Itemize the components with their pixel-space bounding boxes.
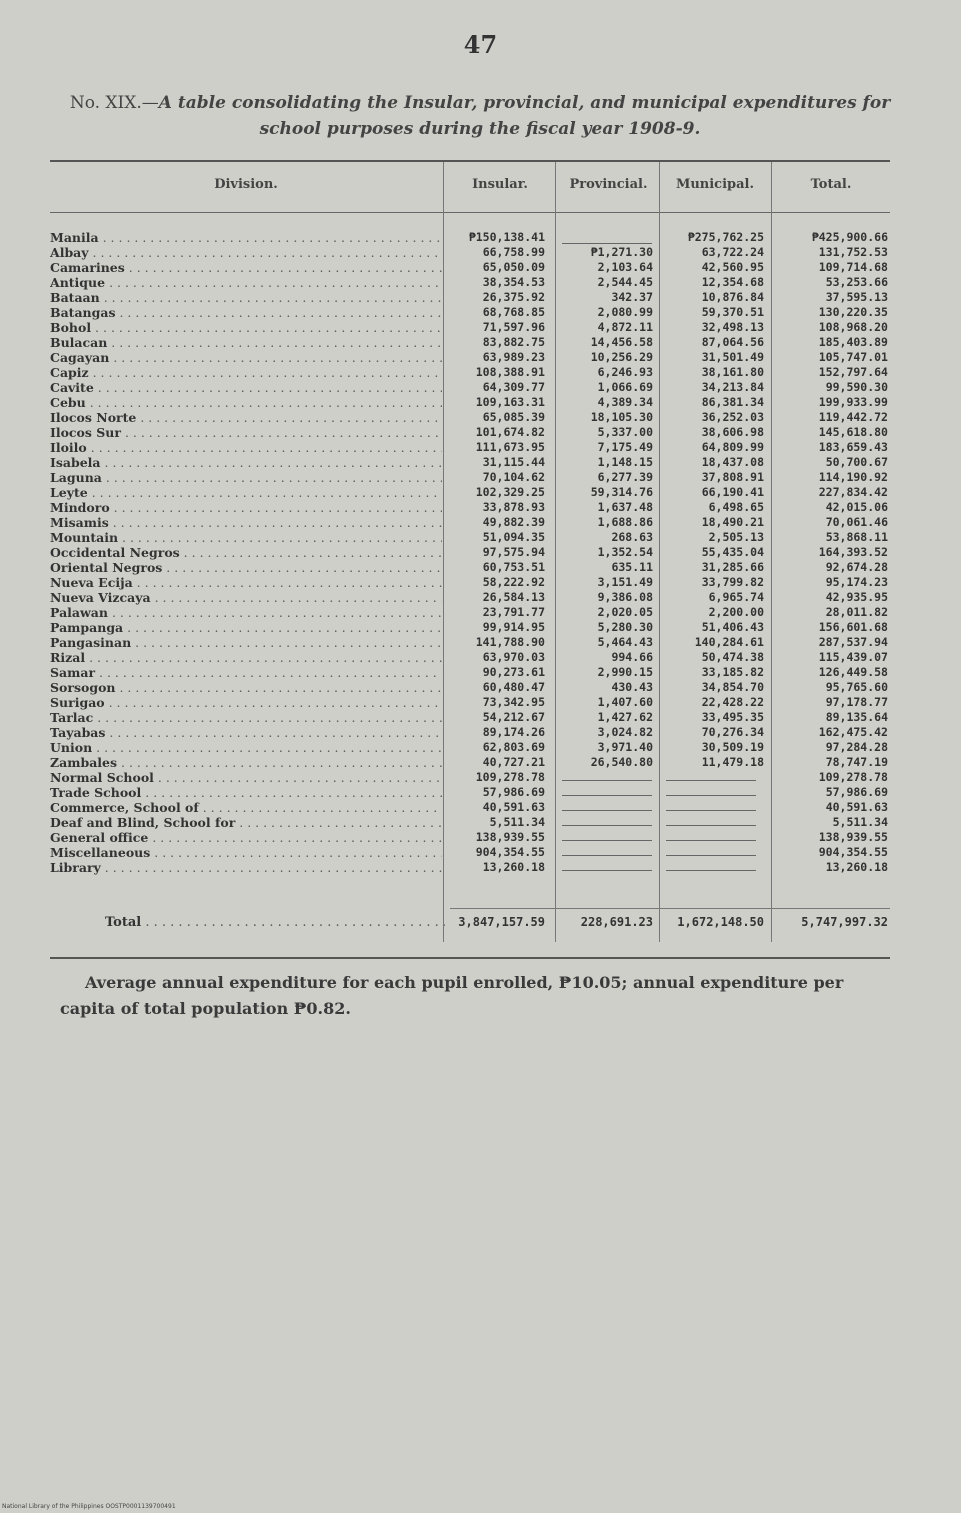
municipal-value: 51,406.43: [701, 620, 764, 634]
division-name: Ilocos Sur . . .: [50, 425, 442, 440]
provincial-value: 1,148.15: [597, 455, 653, 469]
municipal-value: 12,354.68: [701, 275, 764, 289]
division-name: Cagayan . . .: [50, 350, 442, 365]
empty-cell-rule: [666, 810, 756, 811]
total-value: 152,797.64: [818, 365, 888, 379]
division-name: Nueva Vizcaya . . .: [50, 590, 442, 605]
table-row: [50, 560, 890, 575]
municipal-value: 33,799.82: [701, 575, 764, 589]
insular-value: 73,342.95: [482, 695, 545, 709]
table-row: [50, 710, 890, 725]
municipal-value: ₱275,762.25: [687, 230, 764, 244]
division-name: Commerce, School of . . .: [50, 800, 442, 815]
library-stamp: National Library of the Philippines OOSTP0001139700491: [2, 1503, 176, 1510]
total-grand: 5,747,997.32: [801, 915, 888, 929]
table-row: [50, 575, 890, 590]
table-row: [50, 785, 890, 800]
insular-value: 90,273.61: [482, 665, 545, 679]
insular-value: 38,354.53: [482, 275, 545, 289]
insular-value: 101,674.82: [475, 425, 545, 439]
provincial-value: 994.66: [611, 650, 653, 664]
table-row: [50, 770, 890, 785]
provincial-value: 5,280.30: [597, 620, 653, 634]
total-value: 130,220.35: [818, 305, 888, 319]
table-row: [50, 740, 890, 755]
insular-value: 65,085.39: [482, 410, 545, 424]
empty-cell-rule: [666, 855, 756, 856]
total-value: 78,747.19: [825, 755, 888, 769]
caption-lead: No. XIX.—: [69, 93, 159, 113]
header-municipal: Municipal.: [675, 177, 755, 192]
provincial-value: 2,544.45: [597, 275, 653, 289]
table-row: [50, 680, 890, 695]
footnote: [60, 970, 900, 1022]
table-row: [50, 365, 890, 380]
municipal-value: 33,185.82: [701, 665, 764, 679]
provincial-value: 2,990.15: [597, 665, 653, 679]
insular-value: 99,914.95: [482, 620, 545, 634]
total-value: 109,278.78: [818, 770, 888, 784]
division-name: Pangasinan . . .: [50, 635, 442, 650]
municipal-value: 11,479.18: [701, 755, 764, 769]
table-row: [50, 395, 890, 410]
division-name: Surigao . . .: [50, 695, 442, 710]
division-name: Nueva Ecija . . .: [50, 575, 442, 590]
table-row: [50, 425, 890, 440]
insular-value: 13,260.18: [482, 860, 545, 874]
provincial-value: 1,407.60: [597, 695, 653, 709]
division-name: Deaf and Blind, School for . . .: [50, 815, 442, 830]
total-value: 42,935.95: [825, 590, 888, 604]
table-row: [50, 590, 890, 605]
table-row: [50, 305, 890, 320]
total-municipal: 1,672,148.50: [677, 915, 764, 929]
municipal-value: 34,213.84: [701, 380, 764, 394]
table-row: [50, 380, 890, 395]
total-value: 97,178.77: [825, 695, 888, 709]
insular-value: 108,388.91: [475, 365, 545, 379]
municipal-value: 38,161.80: [701, 365, 764, 379]
insular-value: 23,791.77: [482, 605, 545, 619]
empty-cell-rule: [562, 870, 652, 871]
total-value: 28,011.82: [825, 605, 888, 619]
total-value: 40,591.63: [825, 800, 888, 814]
total-value: 145,618.80: [818, 425, 888, 439]
provincial-value: 1,688.86: [597, 515, 653, 529]
total-value: 287,537.94: [818, 635, 888, 649]
provincial-value: 4,872.11: [597, 320, 653, 334]
total-value: 92,674.28: [825, 560, 888, 574]
insular-value: 26,584.13: [482, 590, 545, 604]
division-name: Palawan . . .: [50, 605, 442, 620]
division-name: Tayabas . . .: [50, 725, 442, 740]
insular-value: 109,278.78: [475, 770, 545, 784]
total-value: ₱425,900.66: [811, 230, 888, 244]
header-rule: [50, 212, 890, 213]
division-name: Camarines . . .: [50, 260, 442, 275]
division-name: Mountain . . .: [50, 530, 442, 545]
provincial-value: 1,427.62: [597, 710, 653, 724]
total-label: Total . . .: [105, 915, 445, 930]
total-value: 105,747.01: [818, 350, 888, 364]
division-name: Capiz . . .: [50, 365, 442, 380]
division-name: Rizal . . .: [50, 650, 442, 665]
table-row: [50, 605, 890, 620]
caption-title: A table consolidating the Insular, provincial, and municipal expenditures for school purposes during the fiscal year 1908-9.: [158, 93, 891, 139]
table-row: [50, 635, 890, 650]
empty-cell-rule: [666, 870, 756, 871]
provincial-value: 342.37: [611, 290, 653, 304]
municipal-value: 66,190.41: [701, 485, 764, 499]
insular-value: 26,375.92: [482, 290, 545, 304]
division-name: Oriental Negros . . .: [50, 560, 442, 575]
table-row: [50, 860, 890, 875]
division-name: Antique . . .: [50, 275, 442, 290]
total-row: [50, 915, 890, 935]
total-value: 53,253.66: [825, 275, 888, 289]
table-row: [50, 275, 890, 290]
division-name: Normal School . . .: [50, 770, 442, 785]
municipal-value: 18,490.21: [701, 515, 764, 529]
empty-cell-rule: [562, 243, 652, 244]
table-row: [50, 245, 890, 260]
municipal-value: 34,854.70: [701, 680, 764, 694]
municipal-value: 18,437.08: [701, 455, 764, 469]
insular-value: 70,104.62: [482, 470, 545, 484]
header-provincial: Provincial.: [569, 177, 648, 192]
provincial-value: 14,456.58: [590, 335, 653, 349]
table-row: [50, 695, 890, 710]
division-name: Sorsogon . . .: [50, 680, 442, 695]
total-value: 95,765.60: [825, 680, 888, 694]
insular-value: 31,115.44: [482, 455, 545, 469]
municipal-value: 38,606.98: [701, 425, 764, 439]
insular-value: 63,970.03: [482, 650, 545, 664]
insular-value: 51,094.35: [482, 530, 545, 544]
insular-value: 109,163.31: [475, 395, 545, 409]
insular-value: 54,212.67: [482, 710, 545, 724]
municipal-value: 55,435.04: [701, 545, 764, 559]
provincial-value: 1,352.54: [597, 545, 653, 559]
total-value: 227,834.42: [818, 485, 888, 499]
empty-cell-rule: [562, 810, 652, 811]
total-value: 131,752.53: [818, 245, 888, 259]
division-name: Laguna . . .: [50, 470, 442, 485]
division-name: Leyte . . .: [50, 485, 442, 500]
total-insular: 3,847,157.59: [458, 915, 545, 929]
municipal-value: 37,808.91: [701, 470, 764, 484]
insular-value: 60,480.47: [482, 680, 545, 694]
municipal-value: 30,509.19: [701, 740, 764, 754]
division-name: Pampanga . . .: [50, 620, 442, 635]
table-row: [50, 320, 890, 335]
provincial-value: 18,105.30: [590, 410, 653, 424]
provincial-value: 3,024.82: [597, 725, 653, 739]
provincial-value: 6,277.39: [597, 470, 653, 484]
division-name: Albay . . .: [50, 245, 442, 260]
provincial-value: 26,540.80: [590, 755, 653, 769]
total-value: 89,135.64: [825, 710, 888, 724]
insular-value: 64,309.77: [482, 380, 545, 394]
insular-value: 57,986.69: [482, 785, 545, 799]
footnote-text: Average annual expenditure for each pupil enrolled, ₱10.05; annual expenditure per capita of total population ₱0.82.: [60, 973, 844, 1018]
table-row: [50, 800, 890, 815]
provincial-value: 9,386.08: [597, 590, 653, 604]
division-name: Occidental Negros . . .: [50, 545, 442, 560]
provincial-value: 2,103.64: [597, 260, 653, 274]
empty-cell-rule: [666, 780, 756, 781]
municipal-value: 70,276.34: [701, 725, 764, 739]
table-row: [50, 665, 890, 680]
insular-value: 60,753.51: [482, 560, 545, 574]
division-name: Bulacan . . .: [50, 335, 442, 350]
insular-value: 111,673.95: [475, 440, 545, 454]
division-name: Cebu . . .: [50, 395, 442, 410]
total-value: 70,061.46: [825, 515, 888, 529]
table-row: [50, 335, 890, 350]
insular-value: 66,758.99: [482, 245, 545, 259]
empty-cell-rule: [666, 825, 756, 826]
provincial-value: 3,151.49: [597, 575, 653, 589]
table-bottom-rule: [50, 957, 890, 959]
provincial-value: 268.63: [611, 530, 653, 544]
division-name: General office . . .: [50, 830, 442, 845]
table-row: [50, 545, 890, 560]
insular-value: 33,878.93: [482, 500, 545, 514]
insular-value: 71,597.96: [482, 320, 545, 334]
total-value: 126,449.58: [818, 665, 888, 679]
insular-value: 904,354.55: [475, 845, 545, 859]
provincial-value: 2,080.99: [597, 305, 653, 319]
insular-value: ₱150,138.41: [468, 230, 545, 244]
total-value: 57,986.69: [825, 785, 888, 799]
insular-value: 138,939.55: [475, 830, 545, 844]
table-row: [50, 845, 890, 860]
insular-value: 97,575.94: [482, 545, 545, 559]
total-value: 156,601.68: [818, 620, 888, 634]
table-body: [50, 230, 890, 875]
total-value: 37,595.13: [825, 290, 888, 304]
table-row: [50, 620, 890, 635]
division-name: Batangas . . .: [50, 305, 442, 320]
insular-value: 5,511.34: [489, 815, 545, 829]
municipal-value: 33,495.35: [701, 710, 764, 724]
provincial-value: 59,314.76: [590, 485, 653, 499]
insular-value: 49,882.39: [482, 515, 545, 529]
provincial-value: 6,246.93: [597, 365, 653, 379]
division-name: Misamis . . .: [50, 515, 442, 530]
municipal-value: 86,381.34: [701, 395, 764, 409]
division-name: Miscellaneous . . .: [50, 845, 442, 860]
division-name: Manila . . .: [50, 230, 442, 245]
empty-cell-rule: [562, 825, 652, 826]
insular-value: 40,727.21: [482, 755, 545, 769]
division-name: Samar . . .: [50, 665, 442, 680]
table-caption: [50, 90, 910, 142]
table-row: [50, 260, 890, 275]
municipal-value: 42,560.95: [701, 260, 764, 274]
total-value: 13,260.18: [825, 860, 888, 874]
total-value: 108,968.20: [818, 320, 888, 334]
table-row: [50, 470, 890, 485]
empty-cell-rule: [666, 840, 756, 841]
municipal-value: 10,876.84: [701, 290, 764, 304]
municipal-value: 36,252.03: [701, 410, 764, 424]
municipal-value: 22,428.22: [701, 695, 764, 709]
division-name: Tarlac . . .: [50, 710, 442, 725]
table-row: [50, 410, 890, 425]
insular-value: 141,788.90: [475, 635, 545, 649]
empty-cell-rule: [562, 795, 652, 796]
division-name: Mindoro . . .: [50, 500, 442, 515]
total-provincial: 228,691.23: [580, 915, 653, 929]
municipal-value: 63,722.24: [701, 245, 764, 259]
header-total: Total.: [810, 177, 852, 192]
table-row: [50, 830, 890, 845]
total-value: 164,393.52: [818, 545, 888, 559]
total-value: 53,868.11: [825, 530, 888, 544]
total-value: 904,354.55: [818, 845, 888, 859]
provincial-value: 10,256.29: [590, 350, 653, 364]
division-name: Bataan . . .: [50, 290, 442, 305]
empty-cell-rule: [562, 855, 652, 856]
provincial-value: 635.11: [611, 560, 653, 574]
table-row: [50, 500, 890, 515]
total-value: 199,933.99: [818, 395, 888, 409]
provincial-value: 5,337.00: [597, 425, 653, 439]
provincial-value: 2,020.05: [597, 605, 653, 619]
table-row: [50, 440, 890, 455]
total-value: 138,939.55: [818, 830, 888, 844]
table-row: [50, 755, 890, 770]
municipal-value: 6,965.74: [708, 590, 764, 604]
division-name: Isabela . . .: [50, 455, 442, 470]
insular-value: 102,329.25: [475, 485, 545, 499]
insular-value: 89,174.26: [482, 725, 545, 739]
table-row: [50, 530, 890, 545]
provincial-value: ₱1,271.30: [590, 245, 653, 259]
division-name: Iloilo . . .: [50, 440, 442, 455]
insular-value: 58,222.92: [482, 575, 545, 589]
division-name: Cavite . . .: [50, 380, 442, 395]
total-value: 115,439.07: [818, 650, 888, 664]
total-value: 42,015.06: [825, 500, 888, 514]
total-value: 95,174.23: [825, 575, 888, 589]
division-name: Library . . .: [50, 860, 442, 875]
provincial-value: 3,971.40: [597, 740, 653, 754]
table-row: [50, 350, 890, 365]
provincial-value: 430.43: [611, 680, 653, 694]
total-value: 185,403.89: [818, 335, 888, 349]
municipal-value: 140,284.61: [694, 635, 764, 649]
total-value: 97,284.28: [825, 740, 888, 754]
table-row: [50, 815, 890, 830]
municipal-value: 59,370.51: [701, 305, 764, 319]
empty-cell-rule: [562, 780, 652, 781]
total-value: 183,659.43: [818, 440, 888, 454]
provincial-value: 1,637.48: [597, 500, 653, 514]
insular-value: 63,989.23: [482, 350, 545, 364]
table-row: [50, 650, 890, 665]
header-insular: Insular.: [472, 177, 528, 192]
insular-value: 83,882.75: [482, 335, 545, 349]
division-name: Zambales . . .: [50, 755, 442, 770]
municipal-value: 31,501.49: [701, 350, 764, 364]
municipal-value: 32,498.13: [701, 320, 764, 334]
table-row: [50, 455, 890, 470]
division-name: Union . . .: [50, 740, 442, 755]
empty-cell-rule: [666, 795, 756, 796]
municipal-value: 87,064.56: [701, 335, 764, 349]
municipal-value: 2,200.00: [708, 605, 764, 619]
page-number: 47: [463, 30, 498, 59]
header-division: Division.: [214, 177, 278, 192]
table-row: [50, 485, 890, 500]
municipal-value: 2,505.13: [708, 530, 764, 544]
total-value: 99,590.30: [825, 380, 888, 394]
provincial-value: 5,464.43: [597, 635, 653, 649]
total-rule: [450, 908, 890, 909]
insular-value: 40,591.63: [482, 800, 545, 814]
table-row: [50, 515, 890, 530]
insular-value: 68,768.85: [482, 305, 545, 319]
division-name: Trade School . . .: [50, 785, 442, 800]
provincial-value: 7,175.49: [597, 440, 653, 454]
table-header: [50, 162, 890, 212]
municipal-value: 31,285.66: [701, 560, 764, 574]
provincial-value: 4,389.34: [597, 395, 653, 409]
provincial-value: 1,066.69: [597, 380, 653, 394]
municipal-value: 50,474.38: [701, 650, 764, 664]
total-value: 119,442.72: [818, 410, 888, 424]
division-name: Ilocos Norte . . .: [50, 410, 442, 425]
total-value: 162,475.42: [818, 725, 888, 739]
insular-value: 62,803.69: [482, 740, 545, 754]
insular-value: 65,050.09: [482, 260, 545, 274]
total-value: 114,190.92: [818, 470, 888, 484]
table-row: [50, 725, 890, 740]
municipal-value: 6,498.65: [708, 500, 764, 514]
total-value: 109,714.68: [818, 260, 888, 274]
total-value: 5,511.34: [832, 815, 888, 829]
table-row: [50, 230, 890, 245]
total-value: 50,700.67: [825, 455, 888, 469]
municipal-value: 64,809.99: [701, 440, 764, 454]
table-row: [50, 290, 890, 305]
division-name: Bohol . . .: [50, 320, 442, 335]
empty-cell-rule: [562, 840, 652, 841]
